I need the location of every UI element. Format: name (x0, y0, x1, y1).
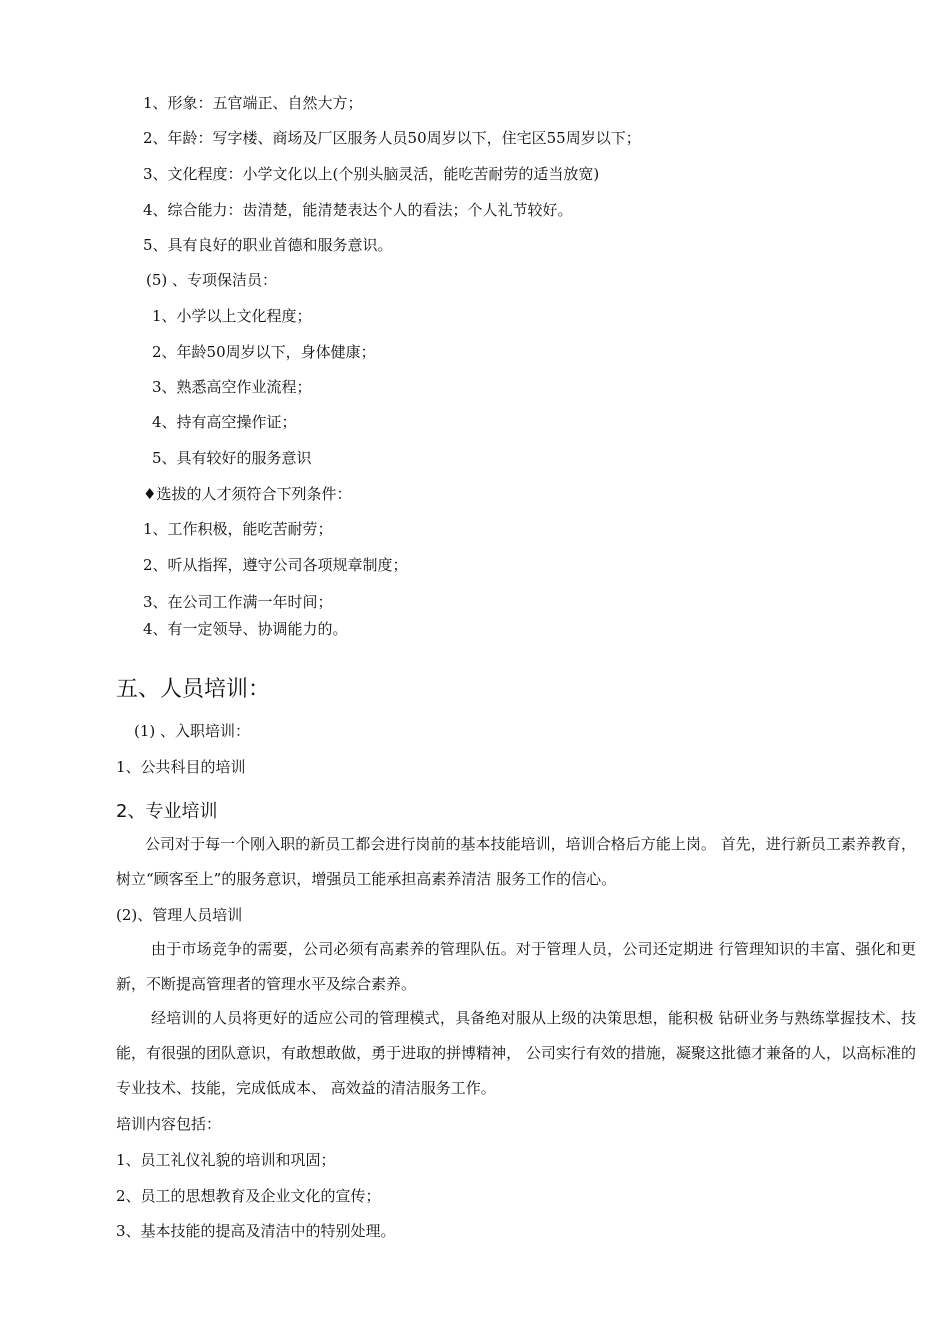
subsection-title: ♦选拔的人才须符合下列条件： (143, 485, 352, 503)
list-item: 1、工作积极，能吃苦耐劳； (143, 520, 333, 538)
paragraph: 经培训的人员将更好的适应公司的管理模式，具备绝对服从上级的决策思想，能积极 钻研业务与熟练掌握技术、技能，有很强的团队意识，有敢想敢做，勇于进取的拼博精神， 公司实行有效的措施，凝聚这批德才兼备的人，以高标准的专业技术、技能，完成低成本、 高效益的清洁服务工作。 (116, 1009, 916, 1097)
list-item: 4、持有高空操作证； (152, 413, 297, 431)
subsection-title: (1) 、入职培训： (134, 722, 251, 740)
list-item: 3、基本技能的提高及清洁中的特别处理。 (116, 1222, 396, 1240)
list-item: 4、有一定领导、协调能力的。 (143, 620, 348, 638)
list-item: 5、具有较好的服务意识 (152, 449, 312, 467)
list-item: 1、小学以上文化程度； (152, 307, 312, 325)
list-item: 3、熟悉高空作业流程； (152, 378, 312, 396)
list-item: 4、综合能力：齿清楚，能清楚表达个人的看法；个人礼节较好。 (143, 201, 573, 219)
paragraph: 由于市场竞争的需要，公司必须有高素养的管理队伍。对于管理人员，公司还定期进 行管理知识的丰富、强化和更新，不断提高管理者的管理水平及综合素养。 (116, 940, 916, 993)
subsection-title: (2)、管理人员培训 (116, 906, 243, 924)
list-item: 5、具有良好的职业首德和服务意识。 (143, 236, 393, 254)
list-item: 2、听从指挥，遵守公司各项规章制度； (143, 556, 408, 574)
list-item: 2、年龄：写字楼、商场及厂区服务人员50周岁以下，住宅区55周岁以下； (143, 129, 641, 147)
list-item: 1、形象：五官端正、自然大方； (143, 94, 363, 112)
subsection-title: (5) 、专项保洁员： (146, 271, 278, 289)
list-item: 2、年龄50周岁以下，身体健康； (152, 343, 376, 361)
section-heading: 五、人员培训： (116, 677, 271, 702)
list-item: 1、员工礼仪礼貌的培训和巩固； (116, 1151, 336, 1169)
subsection-heading: 2、专业培训 (116, 801, 218, 822)
list-item: 1、公共科目的培训 (116, 758, 246, 776)
list-item: 3、文化程度：小学文化以上(个别头脑灵活，能吃苦耐劳的适当放宽) (143, 165, 600, 183)
list-item: 2、员工的思想教育及企业文化的宣传； (116, 1187, 381, 1205)
list-item: 3、在公司工作满一年时间； (143, 593, 333, 611)
subsection-title: 培训内容包括： (116, 1115, 222, 1133)
paragraph: 公司对于每一个刚入职的新员工都会进行岗前的基本技能培训，培训合格后方能上岗。 首先，进行新员工素养教育，树立“顾客至上”的服务意识，增强员工能承担高素养清洁 服务工作的信心。 (116, 835, 916, 888)
